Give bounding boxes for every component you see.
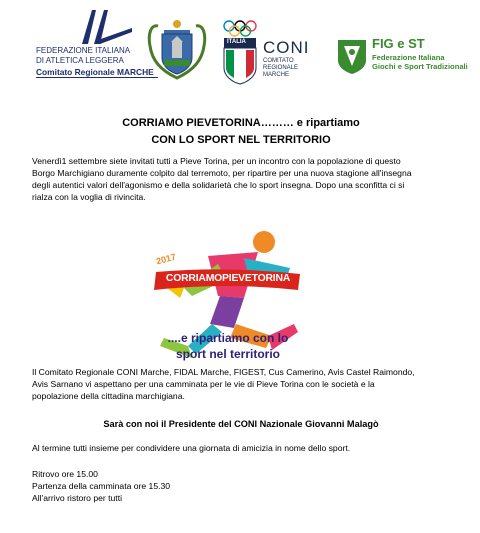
title-line2: CON LO SPORT NEL TERRITORIO: [151, 134, 331, 146]
organizers-paragraph: [32, 366, 450, 402]
pieve-torina-crest: [146, 16, 208, 84]
intro-line1: Venerdì1 settembre siete invitati tutti a Pieve Torina, per un incontro con la popolazione di questo: [32, 156, 401, 166]
crest-icon: [146, 16, 208, 84]
banner-text: CORRIAMOPIEVETORINA: [165, 273, 291, 284]
coni-comitato: COMITATO: [263, 58, 294, 64]
coni-regionale: REGIONALE: [263, 65, 299, 71]
figest-line1: Federazione Italiana: [372, 53, 445, 62]
organizers-line1: Il Comitato Regionale CONI Marche, FIDAL Marche, FIGEST, Cus Camerino, Avis Castel Raimondo,: [32, 367, 415, 377]
intro-line3: degli autentici valori dell'agonismo e della solidarietà che lo sport insegna. Dopo una sconfitta ci si: [32, 180, 405, 190]
event-banner: [152, 251, 304, 292]
intro-paragraph: [32, 155, 450, 203]
arrival-note: All'arrivo ristoro per tutti: [32, 493, 122, 503]
slogan-line1: ....e ripartiamo con lo: [167, 331, 289, 345]
logo-header: [0, 0, 480, 100]
title-line1: CORRIAMO PIEVETORINA……… e ripartiamo: [122, 117, 360, 129]
slogan: [148, 330, 308, 362]
figest-name: FIG e ST: [372, 36, 425, 51]
coni-italia: ITALIA: [227, 39, 246, 45]
banner-year: 2017: [155, 251, 177, 267]
coni-name: CONI: [263, 38, 310, 57]
intro-line4: rialza con la voglia di rivincita.: [32, 192, 146, 202]
meet-time: Ritrovo ore 15.00: [32, 469, 98, 479]
figest-emblem-icon: [336, 38, 368, 74]
departure-time: Partenza della camminata ore 15.30: [32, 481, 171, 491]
fidal-emblem-icon: [36, 10, 158, 44]
organizers-line2: Avis Sarnano vi aspettano per una camminata per le vie di Pieve Torina con le società e la: [32, 379, 375, 389]
fidal-line1: FEDERAZIONE ITALIANA: [36, 46, 131, 55]
closing-line: Al termine tutti insieme per condividere una giornata di amicizia in nome dello sport.: [32, 443, 351, 453]
figest-logo: [336, 34, 476, 78]
fidal-logo: [36, 10, 158, 90]
organizers-line3: popolazione della cittadina marchigiana.: [32, 391, 185, 401]
schedule: [32, 468, 450, 504]
president-announcement: Sarà con noi il Presidente del CONI Nazionale Giovanni Malagò: [103, 419, 379, 429]
coni-marche: MARCHE: [263, 72, 290, 78]
fidal-line2: DI ATLETICA LEGGERA: [36, 56, 124, 65]
fidal-line3: Comitato Regionale MARCHE: [36, 67, 154, 77]
coni-logo: [222, 20, 324, 86]
slogan-line2: sport nel territorio: [175, 347, 280, 361]
olympic-rings-icon: [222, 20, 258, 86]
intro-line2: Borgo Marchigiano duramente colpito dal terremoto, per ripartire per una nuova stagione all'insegna: [32, 168, 412, 178]
figest-line2: Giochi e Sport Tradizionali: [372, 62, 468, 71]
fidal-divider: [36, 77, 158, 78]
